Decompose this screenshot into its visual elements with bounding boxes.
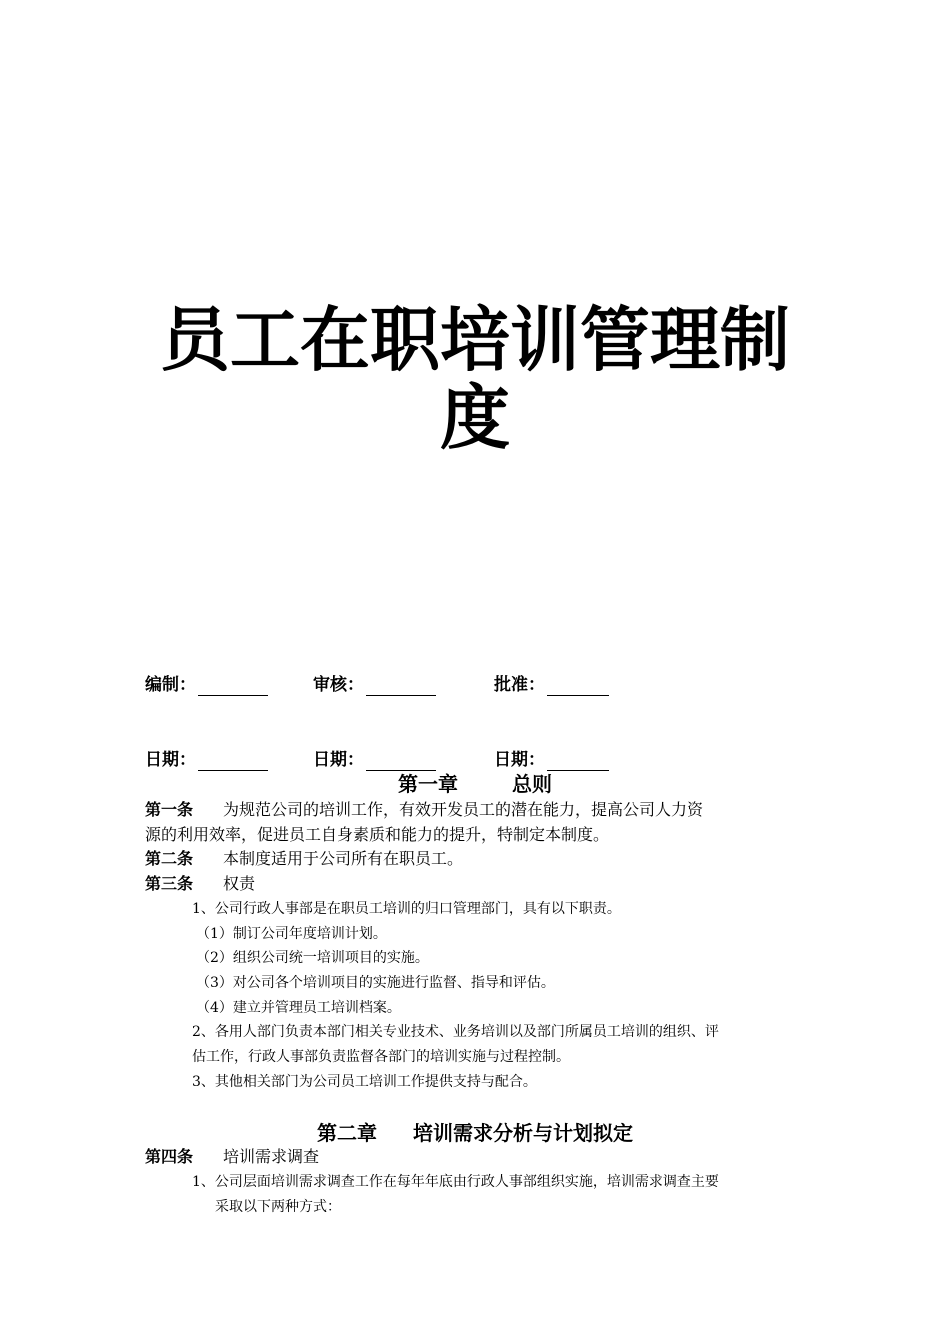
article-4-item-1-line-1: 1、公司层面培训需求调查工作在每年年底由行政人事部组织实施，培训需求调查主要: [192, 1174, 719, 1190]
article-3-text: 权责: [223, 874, 256, 893]
article-2-label: 第二条: [145, 849, 194, 868]
chapter-2-number: 第二章: [317, 1121, 377, 1145]
article-1-text-1: 为规范公司的培训工作，有效开发员工的潜在能力，提高公司人力资: [223, 800, 704, 819]
article-4-text: 培训需求调查: [223, 1147, 320, 1166]
article-3-item-1-4: （4）建立并管理员工培训档案。: [196, 1000, 401, 1016]
compiled-by-blank: [198, 678, 268, 696]
article-4-item-1-line-2: 采取以下两种方式：: [215, 1199, 341, 1215]
article-4-label: 第四条: [145, 1147, 194, 1166]
article-2-text: 本制度适用于公司所有在职员工。: [223, 849, 464, 868]
reviewed-by-blank: [366, 678, 436, 696]
approved-date-label: 日期：: [494, 750, 545, 770]
approved-by-blank: [547, 678, 609, 696]
article-3-item-1-2: （2）组织公司统一培训项目的实施。: [196, 950, 429, 966]
reviewed-date-label: 日期：: [313, 750, 364, 770]
approved-date-field: [494, 749, 609, 771]
approved-date-blank: [547, 753, 609, 771]
article-3-item-1-3: （3）对公司各个培训项目的实施进行监督、指导和评估。: [196, 975, 555, 991]
compiled-by-field: [145, 674, 268, 696]
compiled-by-label: 编制：: [145, 675, 196, 695]
article-3: [145, 872, 255, 896]
article-1-line-1: [145, 798, 703, 822]
article-1-line-2: 源的利用效率，促进员工自身素质和能力的提升，特制定本制度。: [145, 825, 610, 844]
reviewed-date-blank: [366, 753, 436, 771]
document-title-line-1: 员工在职培训管理制: [160, 299, 790, 381]
article-3-item-2-line-2: 估工作，行政人事部负责监督各部门的培训实施与过程控制。: [192, 1049, 570, 1065]
article-3-item-1: 1、公司行政人事部是在职员工培训的归口管理部门，具有以下职责。: [192, 901, 621, 917]
compiled-date-blank: [198, 753, 268, 771]
chapter-2-heading: [0, 1120, 950, 1146]
article-3-item-1-1: （1）制订公司年度培训计划。: [196, 926, 387, 942]
reviewed-by-label: 审核：: [313, 675, 364, 695]
approved-by-field: [494, 674, 609, 696]
reviewed-date-field: [313, 749, 436, 771]
document-title-line-2: 度: [440, 377, 510, 459]
chapter-1-heading: [0, 771, 950, 797]
article-3-label: 第三条: [145, 874, 194, 893]
chapter-1-name: 总则: [512, 772, 552, 796]
article-2: [145, 847, 463, 871]
article-1-label: 第一条: [145, 800, 194, 819]
article-3-item-3: 3、其他相关部门为公司员工培训工作提供支持与配合。: [192, 1074, 537, 1090]
article-3-item-2-line-1: 2、各用人部门负责本部门相关专业技术、业务培训以及部门所属员工培训的组织、评: [192, 1024, 719, 1040]
chapter-1-number: 第一章: [398, 772, 458, 796]
article-4: [145, 1145, 319, 1169]
chapter-2-name: 培训需求分析与计划拟定: [413, 1121, 633, 1145]
reviewed-by-field: [313, 674, 436, 696]
approved-by-label: 批准：: [494, 675, 545, 695]
compiled-date-label: 日期：: [145, 750, 196, 770]
compiled-date-field: [145, 749, 268, 771]
